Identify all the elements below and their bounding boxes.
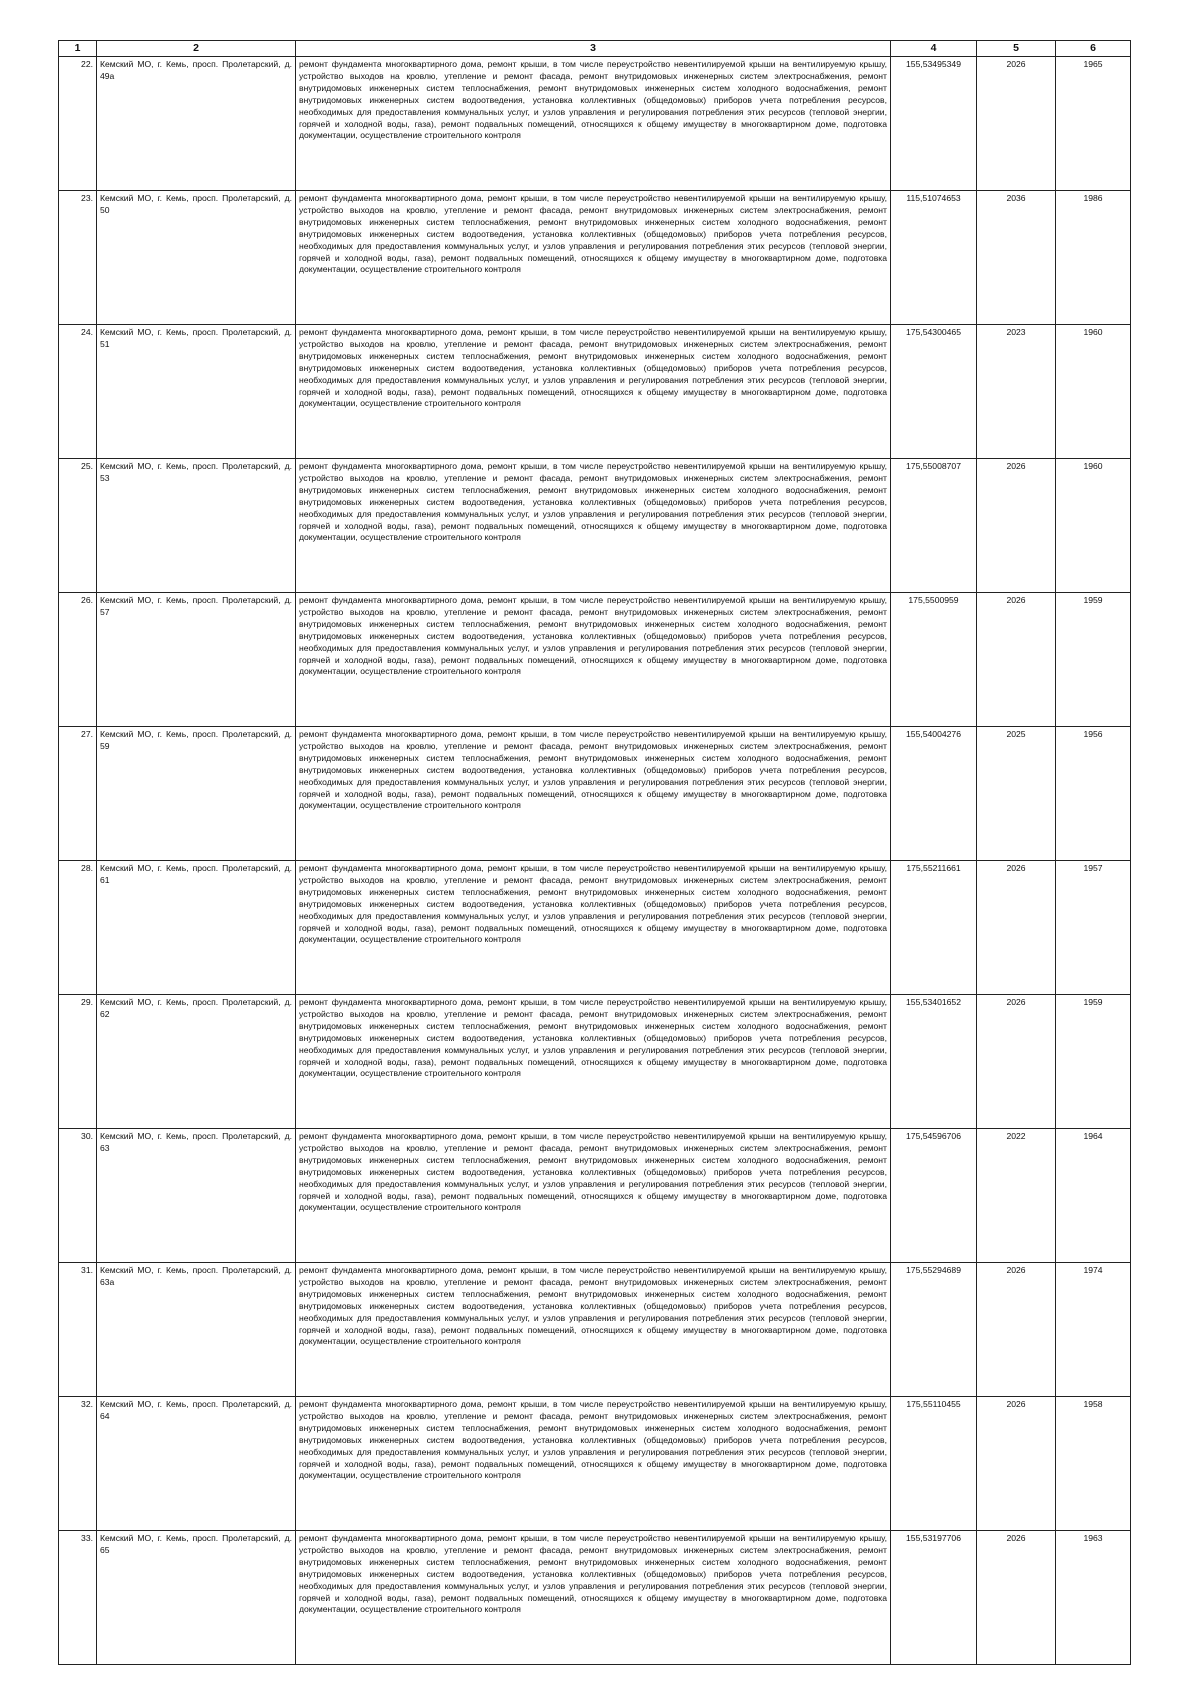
row-works: ремонт фундамента многоквартирного дома, ремонт крыши, в том числе переустройство невентилируемой крыши на вентилируемую крышу, устройство выходов на кровлю, утепление и ремонт фасада, ремонт внутридомовых инженерных систем электроснабжения, ремонт внутридомовых инженерных систем теплоснабжения, ремонт внутридомовых инженерных систем холодного водоснабжения, ремонт внутридомовых инженерных систем водоотведения, установка коллективных (общедомовых) приборов учета потребления ресурсов, необходимых для предоставления коммунальных услуг, и узлов управления и регулирования потребления этих ресурсов (тепловой энергии, горячей и холодной воды, газа), ремонт подвальных помещений, относящихся к общему имуществу в многоквартирном доме, подготовка документации, осуществление строительного контроля xyxy=(296,1129,891,1263)
table-row xyxy=(59,1129,1131,1263)
table-row xyxy=(59,1531,1131,1665)
row-number: 22. xyxy=(59,57,97,191)
row-number: 33. xyxy=(59,1531,97,1665)
table-row xyxy=(59,727,1131,861)
row-cost: 175,55211661 xyxy=(891,861,977,995)
row-year: 2026 xyxy=(977,1263,1056,1397)
row-works: ремонт фундамента многоквартирного дома, ремонт крыши, в том числе переустройство невентилируемой крыши на вентилируемую крышу, устройство выходов на кровлю, утепление и ремонт фасада, ремонт внутридомовых инженерных систем электроснабжения, ремонт внутридомовых инженерных систем теплоснабжения, ремонт внутридомовых инженерных систем холодного водоснабжения, ремонт внутридомовых инженерных систем водоотведения, установка коллективных (общедомовых) приборов учета потребления ресурсов, необходимых для предоставления коммунальных услуг, и узлов управления и регулирования потребления этих ресурсов (тепловой энергии, горячей и холодной воды, газа), ремонт подвальных помещений, относящихся к общему имуществу в многоквартирном доме, подготовка документации, осуществление строительного контроля xyxy=(296,1531,891,1665)
row-built: 1957 xyxy=(1056,861,1131,995)
table-row xyxy=(59,861,1131,995)
row-year: 2026 xyxy=(977,861,1056,995)
row-number: 29. xyxy=(59,995,97,1129)
table-row xyxy=(59,1397,1131,1531)
column-header-6: 6 xyxy=(1056,41,1131,57)
row-number: 26. xyxy=(59,593,97,727)
column-header-4: 4 xyxy=(891,41,977,57)
row-address: Кемский МО, г. Кемь, просп. Пролетарский, д. 62 xyxy=(97,995,296,1129)
table-header xyxy=(59,41,1131,57)
row-year: 2026 xyxy=(977,995,1056,1129)
table-row xyxy=(59,57,1131,191)
table-row xyxy=(59,191,1131,325)
table-row xyxy=(59,325,1131,459)
row-number: 30. xyxy=(59,1129,97,1263)
row-works: ремонт фундамента многоквартирного дома, ремонт крыши, в том числе переустройство невентилируемой крыши на вентилируемую крышу, устройство выходов на кровлю, утепление и ремонт фасада, ремонт внутридомовых инженерных систем электроснабжения, ремонт внутридомовых инженерных систем теплоснабжения, ремонт внутридомовых инженерных систем холодного водоснабжения, ремонт внутридомовых инженерных систем водоотведения, установка коллективных (общедомовых) приборов учета потребления ресурсов, необходимых для предоставления коммунальных услуг, и узлов управления и регулирования потребления этих ресурсов (тепловой энергии, горячей и холодной воды, газа), ремонт подвальных помещений, относящихся к общему имуществу в многоквартирном доме, подготовка документации, осуществление строительного контроля xyxy=(296,459,891,593)
row-works: ремонт фундамента многоквартирного дома, ремонт крыши, в том числе переустройство невентилируемой крыши на вентилируемую крышу, устройство выходов на кровлю, утепление и ремонт фасада, ремонт внутридомовых инженерных систем электроснабжения, ремонт внутридомовых инженерных систем теплоснабжения, ремонт внутридомовых инженерных систем холодного водоснабжения, ремонт внутридомовых инженерных систем водоотведения, установка коллективных (общедомовых) приборов учета потребления ресурсов, необходимых для предоставления коммунальных услуг, и узлов управления и регулирования потребления этих ресурсов (тепловой энергии, горячей и холодной воды, газа), ремонт подвальных помещений, относящихся к общему имуществу в многоквартирном доме, подготовка документации, осуществление строительного контроля xyxy=(296,727,891,861)
column-header-5: 5 xyxy=(977,41,1056,57)
row-cost: 175,55294689 xyxy=(891,1263,977,1397)
row-built: 1963 xyxy=(1056,1531,1131,1665)
row-built: 1964 xyxy=(1056,1129,1131,1263)
row-year: 2026 xyxy=(977,1531,1056,1665)
column-header-1: 1 xyxy=(59,41,97,57)
row-address: Кемский МО, г. Кемь, просп. Пролетарский, д. 61 xyxy=(97,861,296,995)
row-built: 1986 xyxy=(1056,191,1131,325)
row-cost: 155,53495349 xyxy=(891,57,977,191)
row-number: 27. xyxy=(59,727,97,861)
table-row xyxy=(59,459,1131,593)
row-year: 2026 xyxy=(977,593,1056,727)
row-address: Кемский МО, г. Кемь, просп. Пролетарский, д. 51 xyxy=(97,325,296,459)
row-cost: 175,55110455 xyxy=(891,1397,977,1531)
row-built: 1959 xyxy=(1056,593,1131,727)
row-address: Кемский МО, г. Кемь, просп. Пролетарский, д. 50 xyxy=(97,191,296,325)
row-cost: 175,54596706 xyxy=(891,1129,977,1263)
row-built: 1958 xyxy=(1056,1397,1131,1531)
table-row xyxy=(59,593,1131,727)
table-body xyxy=(59,57,1131,1665)
row-number: 23. xyxy=(59,191,97,325)
row-year: 2025 xyxy=(977,727,1056,861)
row-year: 2026 xyxy=(977,459,1056,593)
row-built: 1956 xyxy=(1056,727,1131,861)
row-works: ремонт фундамента многоквартирного дома, ремонт крыши, в том числе переустройство невентилируемой крыши на вентилируемую крышу, устройство выходов на кровлю, утепление и ремонт фасада, ремонт внутридомовых инженерных систем электроснабжения, ремонт внутридомовых инженерных систем теплоснабжения, ремонт внутридомовых инженерных систем холодного водоснабжения, ремонт внутридомовых инженерных систем водоотведения, установка коллективных (общедомовых) приборов учета потребления ресурсов, необходимых для предоставления коммунальных услуг, и узлов управления и регулирования потребления этих ресурсов (тепловой энергии, горячей и холодной воды, газа), ремонт подвальных помещений, относящихся к общему имуществу в многоквартирном доме, подготовка документации, осуществление строительного контроля xyxy=(296,325,891,459)
column-header-3: 3 xyxy=(296,41,891,57)
row-address: Кемский МО, г. Кемь, просп. Пролетарский, д. 63 xyxy=(97,1129,296,1263)
row-address: Кемский МО, г. Кемь, просп. Пролетарский, д. 63а xyxy=(97,1263,296,1397)
row-address: Кемский МО, г. Кемь, просп. Пролетарский, д. 49а xyxy=(97,57,296,191)
row-address: Кемский МО, г. Кемь, просп. Пролетарский, д. 59 xyxy=(97,727,296,861)
row-works: ремонт фундамента многоквартирного дома, ремонт крыши, в том числе переустройство невентилируемой крыши на вентилируемую крышу, устройство выходов на кровлю, утепление и ремонт фасада, ремонт внутридомовых инженерных систем электроснабжения, ремонт внутридомовых инженерных систем теплоснабжения, ремонт внутридомовых инженерных систем холодного водоснабжения, ремонт внутридомовых инженерных систем водоотведения, установка коллективных (общедомовых) приборов учета потребления ресурсов, необходимых для предоставления коммунальных услуг, и узлов управления и регулирования потребления этих ресурсов (тепловой энергии, горячей и холодной воды, газа), ремонт подвальных помещений, относящихся к общему имуществу в многоквартирном доме, подготовка документации, осуществление строительного контроля xyxy=(296,1397,891,1531)
row-cost: 155,54004276 xyxy=(891,727,977,861)
row-number: 31. xyxy=(59,1263,97,1397)
row-address: Кемский МО, г. Кемь, просп. Пролетарский, д. 57 xyxy=(97,593,296,727)
row-cost: 155,53197706 xyxy=(891,1531,977,1665)
row-works: ремонт фундамента многоквартирного дома, ремонт крыши, в том числе переустройство невентилируемой крыши на вентилируемую крышу, устройство выходов на кровлю, утепление и ремонт фасада, ремонт внутридомовых инженерных систем электроснабжения, ремонт внутридомовых инженерных систем теплоснабжения, ремонт внутридомовых инженерных систем холодного водоснабжения, ремонт внутридомовых инженерных систем водоотведения, установка коллективных (общедомовых) приборов учета потребления ресурсов, необходимых для предоставления коммунальных услуг, и узлов управления и регулирования потребления этих ресурсов (тепловой энергии, горячей и холодной воды, газа), ремонт подвальных помещений, относящихся к общему имуществу в многоквартирном доме, подготовка документации, осуществление строительного контроля xyxy=(296,191,891,325)
row-built: 1960 xyxy=(1056,459,1131,593)
row-built: 1959 xyxy=(1056,995,1131,1129)
row-cost: 115,51074653 xyxy=(891,191,977,325)
row-year: 2023 xyxy=(977,325,1056,459)
header-row xyxy=(59,41,1131,57)
row-address: Кемский МО, г. Кемь, просп. Пролетарский, д. 53 xyxy=(97,459,296,593)
row-year: 2036 xyxy=(977,191,1056,325)
table-row xyxy=(59,995,1131,1129)
row-address: Кемский МО, г. Кемь, просп. Пролетарский, д. 64 xyxy=(97,1397,296,1531)
document-page xyxy=(58,40,1130,1665)
row-year: 2026 xyxy=(977,57,1056,191)
row-works: ремонт фундамента многоквартирного дома, ремонт крыши, в том числе переустройство невентилируемой крыши на вентилируемую крышу, устройство выходов на кровлю, утепление и ремонт фасада, ремонт внутридомовых инженерных систем электроснабжения, ремонт внутридомовых инженерных систем теплоснабжения, ремонт внутридомовых инженерных систем холодного водоснабжения, ремонт внутридомовых инженерных систем водоотведения, установка коллективных (общедомовых) приборов учета потребления ресурсов, необходимых для предоставления коммунальных услуг, и узлов управления и регулирования потребления этих ресурсов (тепловой энергии, горячей и холодной воды, газа), ремонт подвальных помещений, относящихся к общему имуществу в многоквартирном доме, подготовка документации, осуществление строительного контроля xyxy=(296,995,891,1129)
capital-repair-table xyxy=(58,40,1131,1665)
row-works: ремонт фундамента многоквартирного дома, ремонт крыши, в том числе переустройство невентилируемой крыши на вентилируемую крышу, устройство выходов на кровлю, утепление и ремонт фасада, ремонт внутридомовых инженерных систем электроснабжения, ремонт внутридомовых инженерных систем теплоснабжения, ремонт внутридомовых инженерных систем холодного водоснабжения, ремонт внутридомовых инженерных систем водоотведения, установка коллективных (общедомовых) приборов учета потребления ресурсов, необходимых для предоставления коммунальных услуг, и узлов управления и регулирования потребления этих ресурсов (тепловой энергии, горячей и холодной воды, газа), ремонт подвальных помещений, относящихся к общему имуществу в многоквартирном доме, подготовка документации, осуществление строительного контроля xyxy=(296,861,891,995)
row-cost: 155,53401652 xyxy=(891,995,977,1129)
row-address: Кемский МО, г. Кемь, просп. Пролетарский, д. 65 xyxy=(97,1531,296,1665)
row-number: 24. xyxy=(59,325,97,459)
table-row xyxy=(59,1263,1131,1397)
row-number: 32. xyxy=(59,1397,97,1531)
row-built: 1960 xyxy=(1056,325,1131,459)
row-cost: 175,54300465 xyxy=(891,325,977,459)
row-number: 28. xyxy=(59,861,97,995)
row-cost: 175,5500959 xyxy=(891,593,977,727)
row-works: ремонт фундамента многоквартирного дома, ремонт крыши, в том числе переустройство невентилируемой крыши на вентилируемую крышу, устройство выходов на кровлю, утепление и ремонт фасада, ремонт внутридомовых инженерных систем электроснабжения, ремонт внутридомовых инженерных систем теплоснабжения, ремонт внутридомовых инженерных систем холодного водоснабжения, ремонт внутридомовых инженерных систем водоотведения, установка коллективных (общедомовых) приборов учета потребления ресурсов, необходимых для предоставления коммунальных услуг, и узлов управления и регулирования потребления этих ресурсов (тепловой энергии, горячей и холодной воды, газа), ремонт подвальных помещений, относящихся к общему имуществу в многоквартирном доме, подготовка документации, осуществление строительного контроля xyxy=(296,1263,891,1397)
row-built: 1974 xyxy=(1056,1263,1131,1397)
row-works: ремонт фундамента многоквартирного дома, ремонт крыши, в том числе переустройство невентилируемой крыши на вентилируемую крышу, устройство выходов на кровлю, утепление и ремонт фасада, ремонт внутридомовых инженерных систем электроснабжения, ремонт внутридомовых инженерных систем теплоснабжения, ремонт внутридомовых инженерных систем холодного водоснабжения, ремонт внутридомовых инженерных систем водоотведения, установка коллективных (общедомовых) приборов учета потребления ресурсов, необходимых для предоставления коммунальных услуг, и узлов управления и регулирования потребления этих ресурсов (тепловой энергии, горячей и холодной воды, газа), ремонт подвальных помещений, относящихся к общему имуществу в многоквартирном доме, подготовка документации, осуществление строительного контроля xyxy=(296,57,891,191)
row-built: 1965 xyxy=(1056,57,1131,191)
row-year: 2026 xyxy=(977,1397,1056,1531)
row-works: ремонт фундамента многоквартирного дома, ремонт крыши, в том числе переустройство невентилируемой крыши на вентилируемую крышу, устройство выходов на кровлю, утепление и ремонт фасада, ремонт внутридомовых инженерных систем электроснабжения, ремонт внутридомовых инженерных систем теплоснабжения, ремонт внутридомовых инженерных систем холодного водоснабжения, ремонт внутридомовых инженерных систем водоотведения, установка коллективных (общедомовых) приборов учета потребления ресурсов, необходимых для предоставления коммунальных услуг, и узлов управления и регулирования потребления этих ресурсов (тепловой энергии, горячей и холодной воды, газа), ремонт подвальных помещений, относящихся к общему имуществу в многоквартирном доме, подготовка документации, осуществление строительного контроля xyxy=(296,593,891,727)
column-header-2: 2 xyxy=(97,41,296,57)
row-number: 25. xyxy=(59,459,97,593)
row-cost: 175,55008707 xyxy=(891,459,977,593)
row-year: 2022 xyxy=(977,1129,1056,1263)
